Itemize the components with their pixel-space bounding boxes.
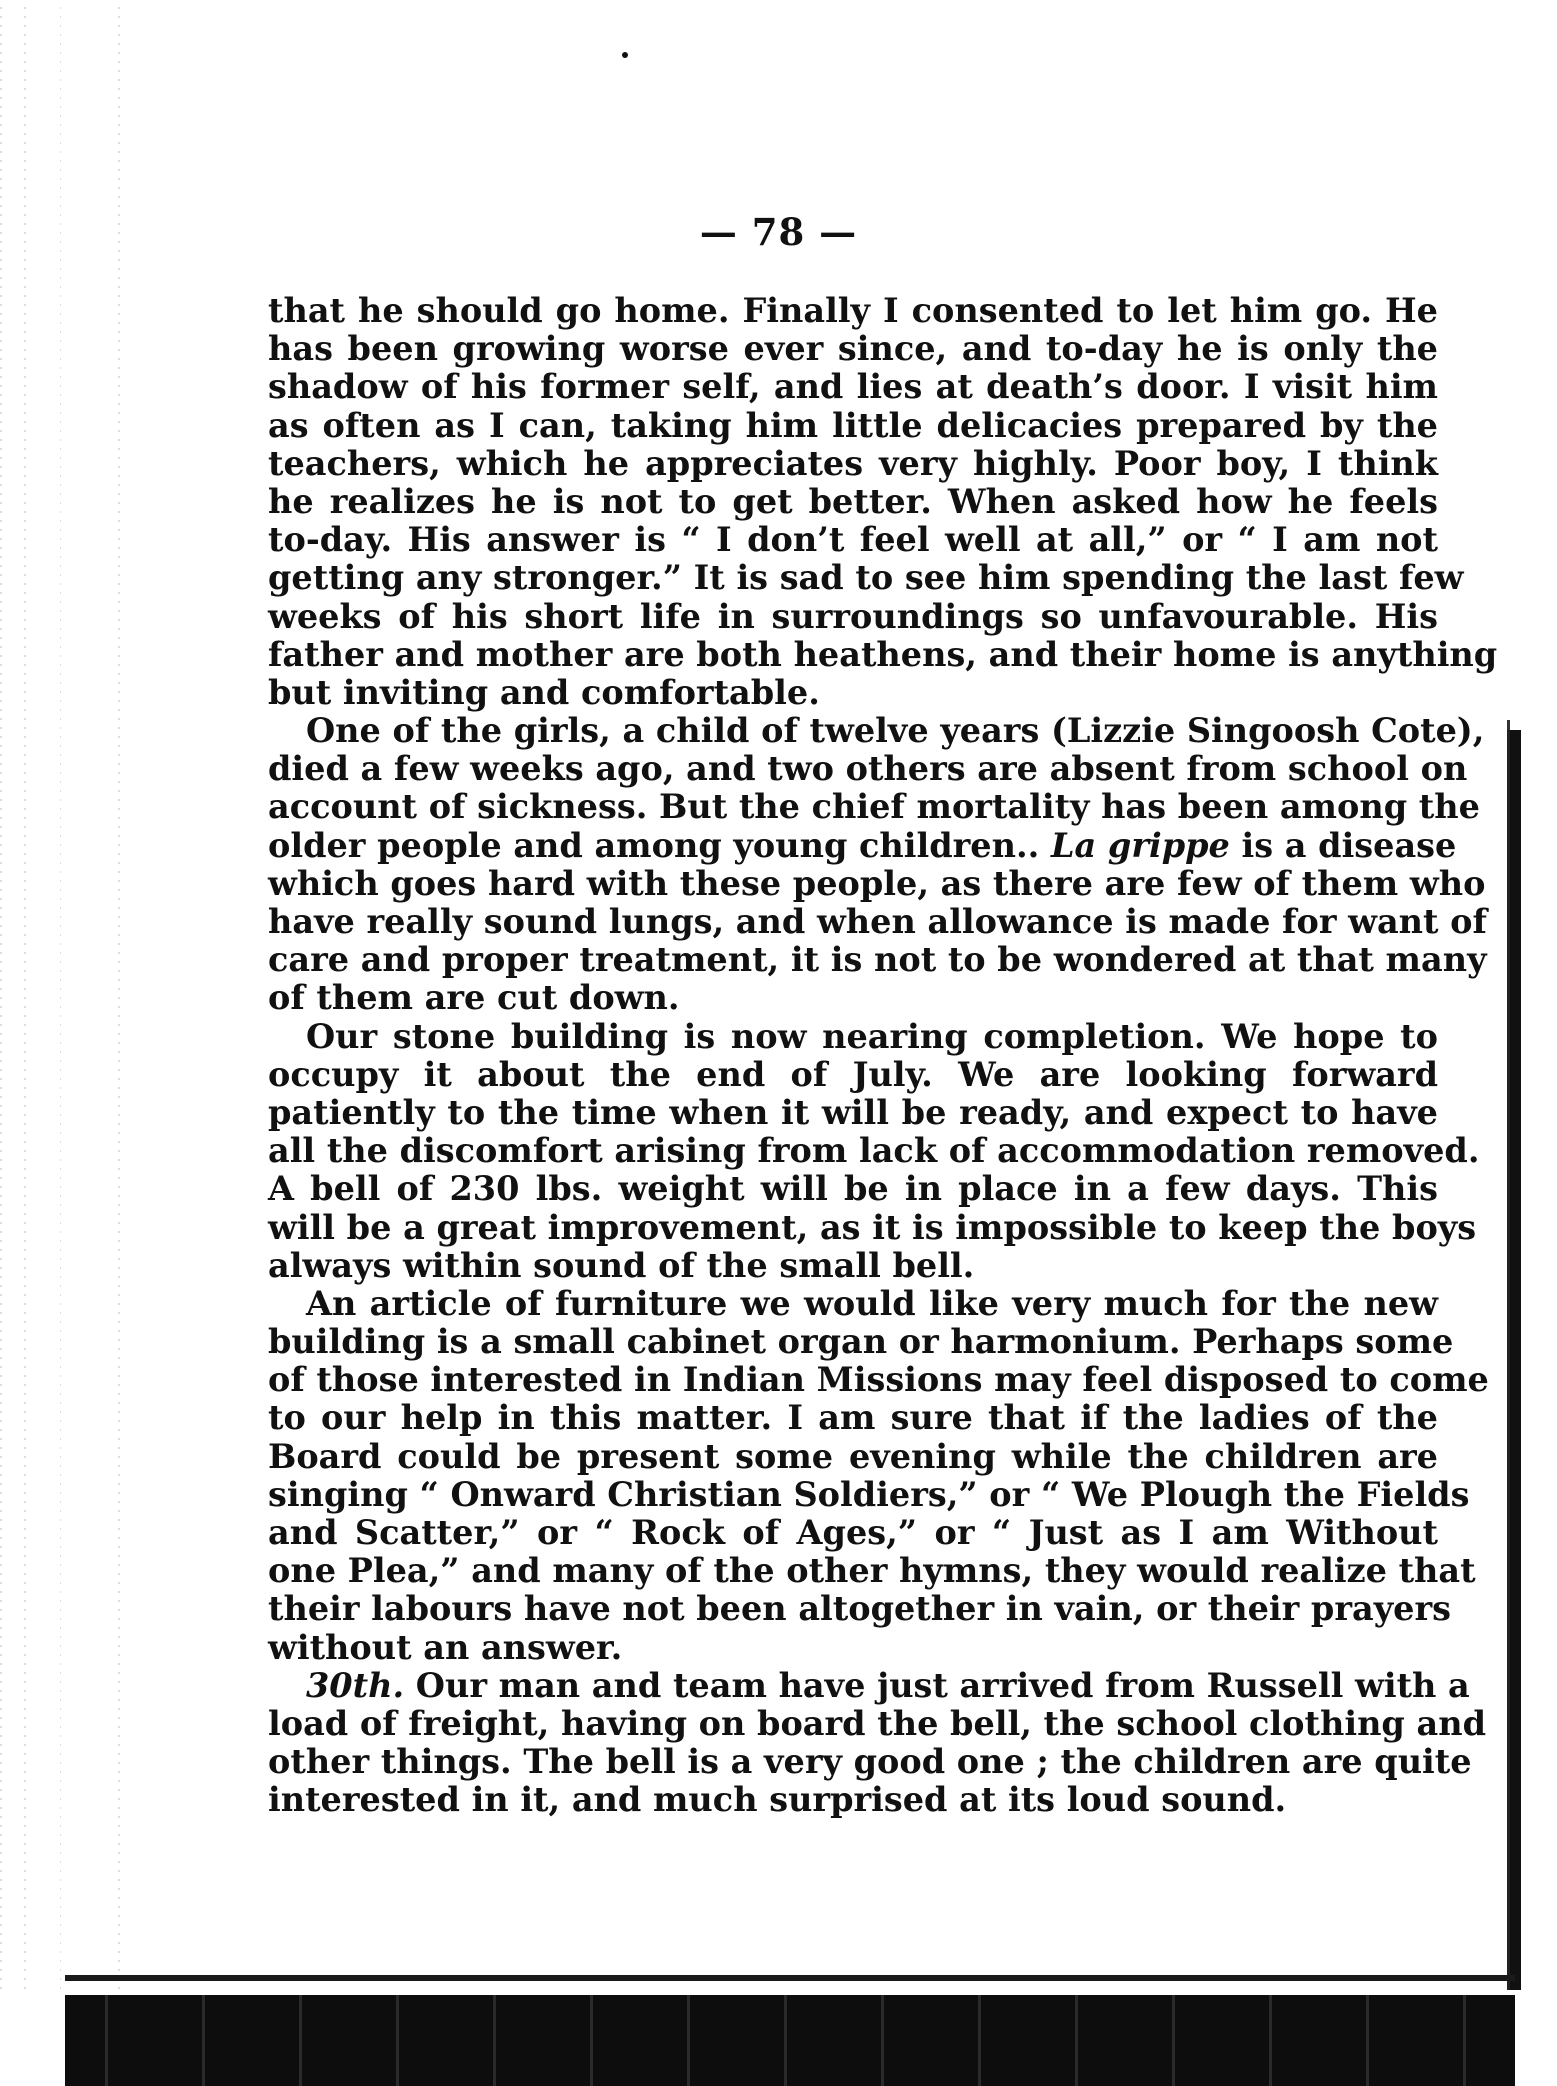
text-line: other things. The bell is a very good one ; the children are quite: [268, 1742, 1472, 1782]
text-line: but inviting and comfortable.: [268, 672, 820, 712]
text-line: Board could be present some evening while the children are: [268, 1436, 1438, 1476]
scan-speck: [622, 52, 628, 58]
scan-margin-band: [1507, 730, 1521, 1990]
text-line: care and proper treatment, it is not to be wondered at that many: [268, 940, 1487, 980]
text-line: always within sound of the small bell.: [268, 1245, 975, 1285]
body-text: [268, 291, 1498, 1820]
text-line: died a few weeks ago, and two others are absent from school on: [268, 749, 1468, 789]
text-line: he realizes he is not to get better. When asked how he feels: [268, 481, 1438, 521]
text-line: An article of furniture we would like very much for the new: [306, 1283, 1438, 1323]
text-line: Our stone building is now nearing completion. We hope to: [306, 1016, 1438, 1056]
text-line: 30th. Our man and team have just arrived from Russell with a: [306, 1665, 1470, 1705]
text-line: to our help in this matter. I am sure that if the ladies of the: [268, 1398, 1438, 1438]
text-line: interested in it, and much surprised at its loud sound.: [268, 1780, 1287, 1820]
text-line: and Scatter,” or “ Rock of Ages,” or “ Just as I am Without: [268, 1513, 1438, 1552]
text-line: which goes hard with these people, as there are few of them who: [268, 863, 1486, 903]
text-line: teachers, which he appreciates very highly. Poor boy, I think: [268, 443, 1438, 483]
scan-bottom-rule: [65, 1975, 1515, 1981]
text-line: all the discomfort arising from lack of accommodation removed.: [268, 1131, 1480, 1171]
text-line: have really sound lungs, and when allowance is made for want of: [268, 902, 1487, 941]
text-line: of those interested in Indian Missions may feel disposed to come: [268, 1360, 1489, 1400]
text-line: load of freight, having on board the bell, the school clothing and: [268, 1703, 1487, 1743]
text-line: shadow of his former self, and lies at death’s door. I visit him: [268, 367, 1438, 407]
text-line: of them are cut down.: [268, 978, 680, 1018]
text-line: account of sickness. But the chief mortality has been among the: [268, 787, 1480, 827]
text-line: older people and among young children.. La grippe is a disease: [268, 825, 1457, 865]
text-line: as often as I can, taking him little delicacies prepared by the: [268, 405, 1438, 445]
scan-gutter-artifact: [0, 0, 130, 1990]
text-line: that he should go home. Finally I consented to let him go. He: [268, 291, 1438, 330]
text-line: will be a great improvement, as it is impossible to keep the boys: [268, 1207, 1477, 1247]
text-line: has been growing worse ever since, and to-day he is only the: [268, 329, 1438, 369]
text-line: to-day. His answer is “ I don’t feel well at all,” or “ I am not: [268, 520, 1438, 560]
text-line: singing “ Onward Christian Soldiers,” or “ We Plough the Fields: [268, 1474, 1470, 1514]
text-line: building is a small cabinet organ or harmonium. Perhaps some: [268, 1322, 1454, 1362]
text-line: without an answer.: [268, 1627, 623, 1667]
text-line: their labours have not been altogether in vain, or their prayers: [268, 1589, 1452, 1629]
text-line: getting any stronger.” It is sad to see him spending the last few: [268, 558, 1464, 598]
page-number: — 78 —: [699, 210, 858, 254]
text-line: One of the girls, a child of twelve years (Lizzie Singoosh Cote),: [306, 711, 1485, 751]
text-line: occupy it about the end of July. We are looking forward: [268, 1054, 1438, 1094]
text-line: A bell of 230 lbs. weight will be in place in a few days. This: [268, 1169, 1438, 1209]
text-line: one Plea,” and many of the other hymns, they would realize that: [268, 1551, 1476, 1591]
text-line: father and mother are both heathens, and their home is anything: [268, 634, 1498, 674]
scan-bottom-band: [65, 1995, 1515, 2086]
text-line: patiently to the time when it will be ready, and expect to have: [268, 1092, 1438, 1132]
text-line: weeks of his short life in surroundings so unfavourable. His: [268, 596, 1438, 636]
